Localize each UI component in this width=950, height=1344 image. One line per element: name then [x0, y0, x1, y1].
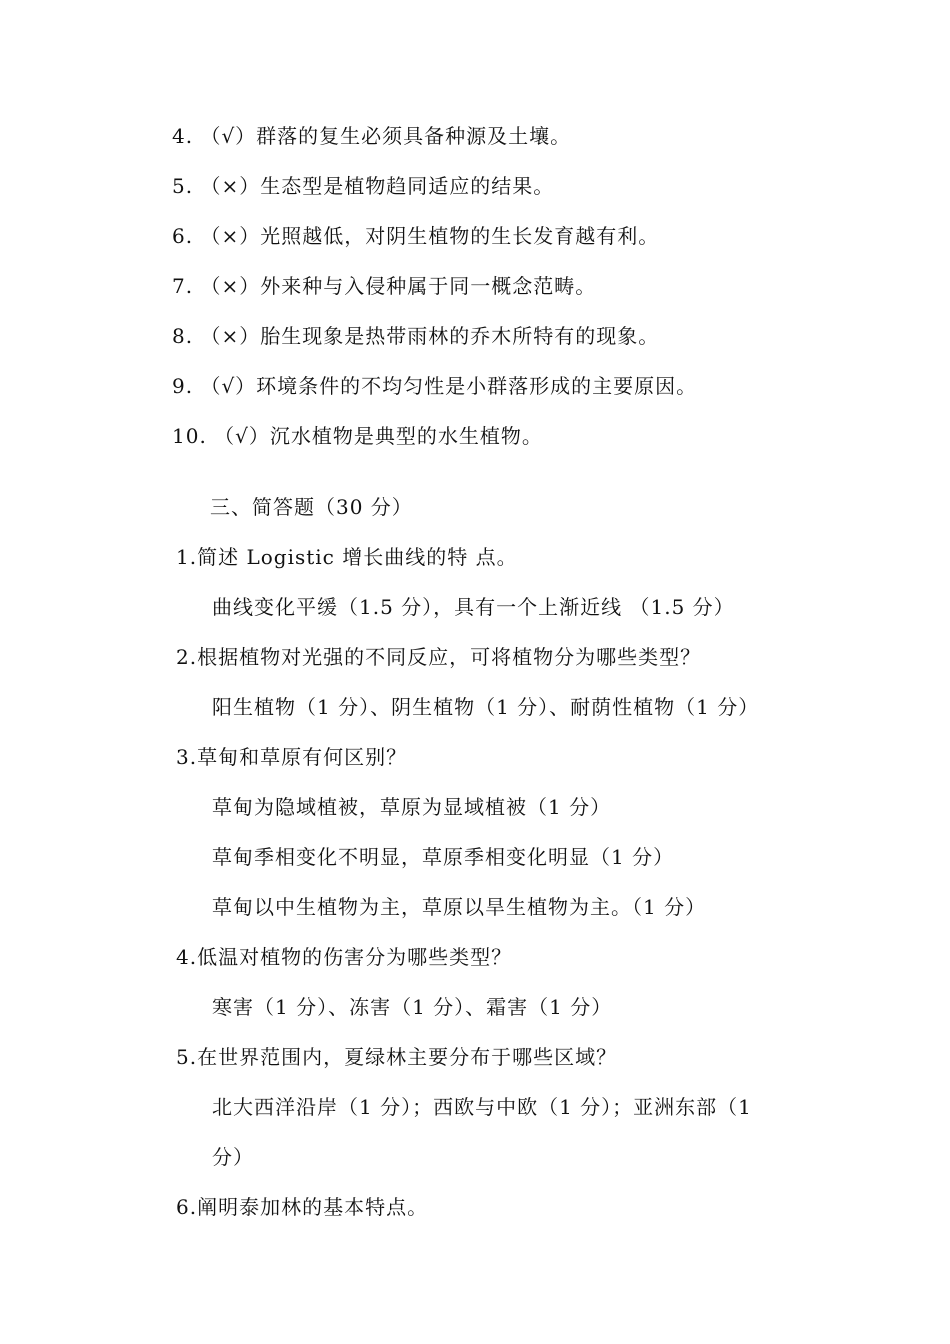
- question-4: 4.低温对植物的伤害分为哪些类型？: [176, 945, 513, 969]
- question-5: 5.在世界范围内，夏绿林主要分布于哪些区域？: [176, 1045, 618, 1069]
- section-title-short-answer: 三、简答题（30 分）: [210, 495, 413, 519]
- answer-5-line-1: 北大西洋沿岸（1 分）；西欧与中欧（1 分）；亚洲东部（1: [212, 1095, 752, 1119]
- judgement-item-10: 10. （√）沉水植物是典型的水生植物。: [172, 424, 543, 448]
- answer-2: 阳生植物（1 分）、阴生植物（1 分）、耐荫性植物（1 分）: [212, 695, 760, 719]
- judgement-item-6: 6. （×）光照越低，对阴生植物的生长发育越有利。: [172, 224, 660, 248]
- answer-3-line-1: 草甸为隐域植被，草原为显域植被（1 分）: [212, 795, 612, 819]
- judgement-item-4: 4. （√）群落的复生必须具备种源及土壤。: [172, 124, 572, 148]
- answer-3-line-2: 草甸季相变化不明显，草原季相变化明显（1 分）: [212, 845, 675, 869]
- judgement-item-7: 7. （×）外来种与入侵种属于同一概念范畴。: [172, 274, 597, 298]
- answer-1: 曲线变化平缓（1.5 分），具有一个上渐近线 （1.5 分）: [212, 595, 735, 619]
- answer-3-line-3: 草甸以中生植物为主，草原以旱生植物为主。（1 分）: [212, 895, 707, 919]
- question-6: 6.阐明泰加林的基本特点。: [176, 1195, 429, 1219]
- question-1: 1.简述 Logistic 增长曲线的特 点。: [176, 545, 518, 569]
- judgement-item-5: 5. （×）生态型是植物趋同适应的结果。: [172, 174, 555, 198]
- judgement-item-8: 8. （×）胎生现象是热带雨林的乔木所特有的现象。: [172, 324, 660, 348]
- answer-4: 寒害（1 分）、冻害（1 分）、霜害（1 分）: [212, 995, 613, 1019]
- question-2: 2.根据植物对光强的不同反应，可将植物分为哪些类型？: [176, 645, 702, 669]
- answer-5-line-2: 分）: [212, 1145, 254, 1169]
- question-3: 3.草甸和草原有何区别？: [176, 745, 408, 769]
- judgement-item-9: 9. （√）环境条件的不均匀性是小群落形成的主要原因。: [172, 374, 698, 398]
